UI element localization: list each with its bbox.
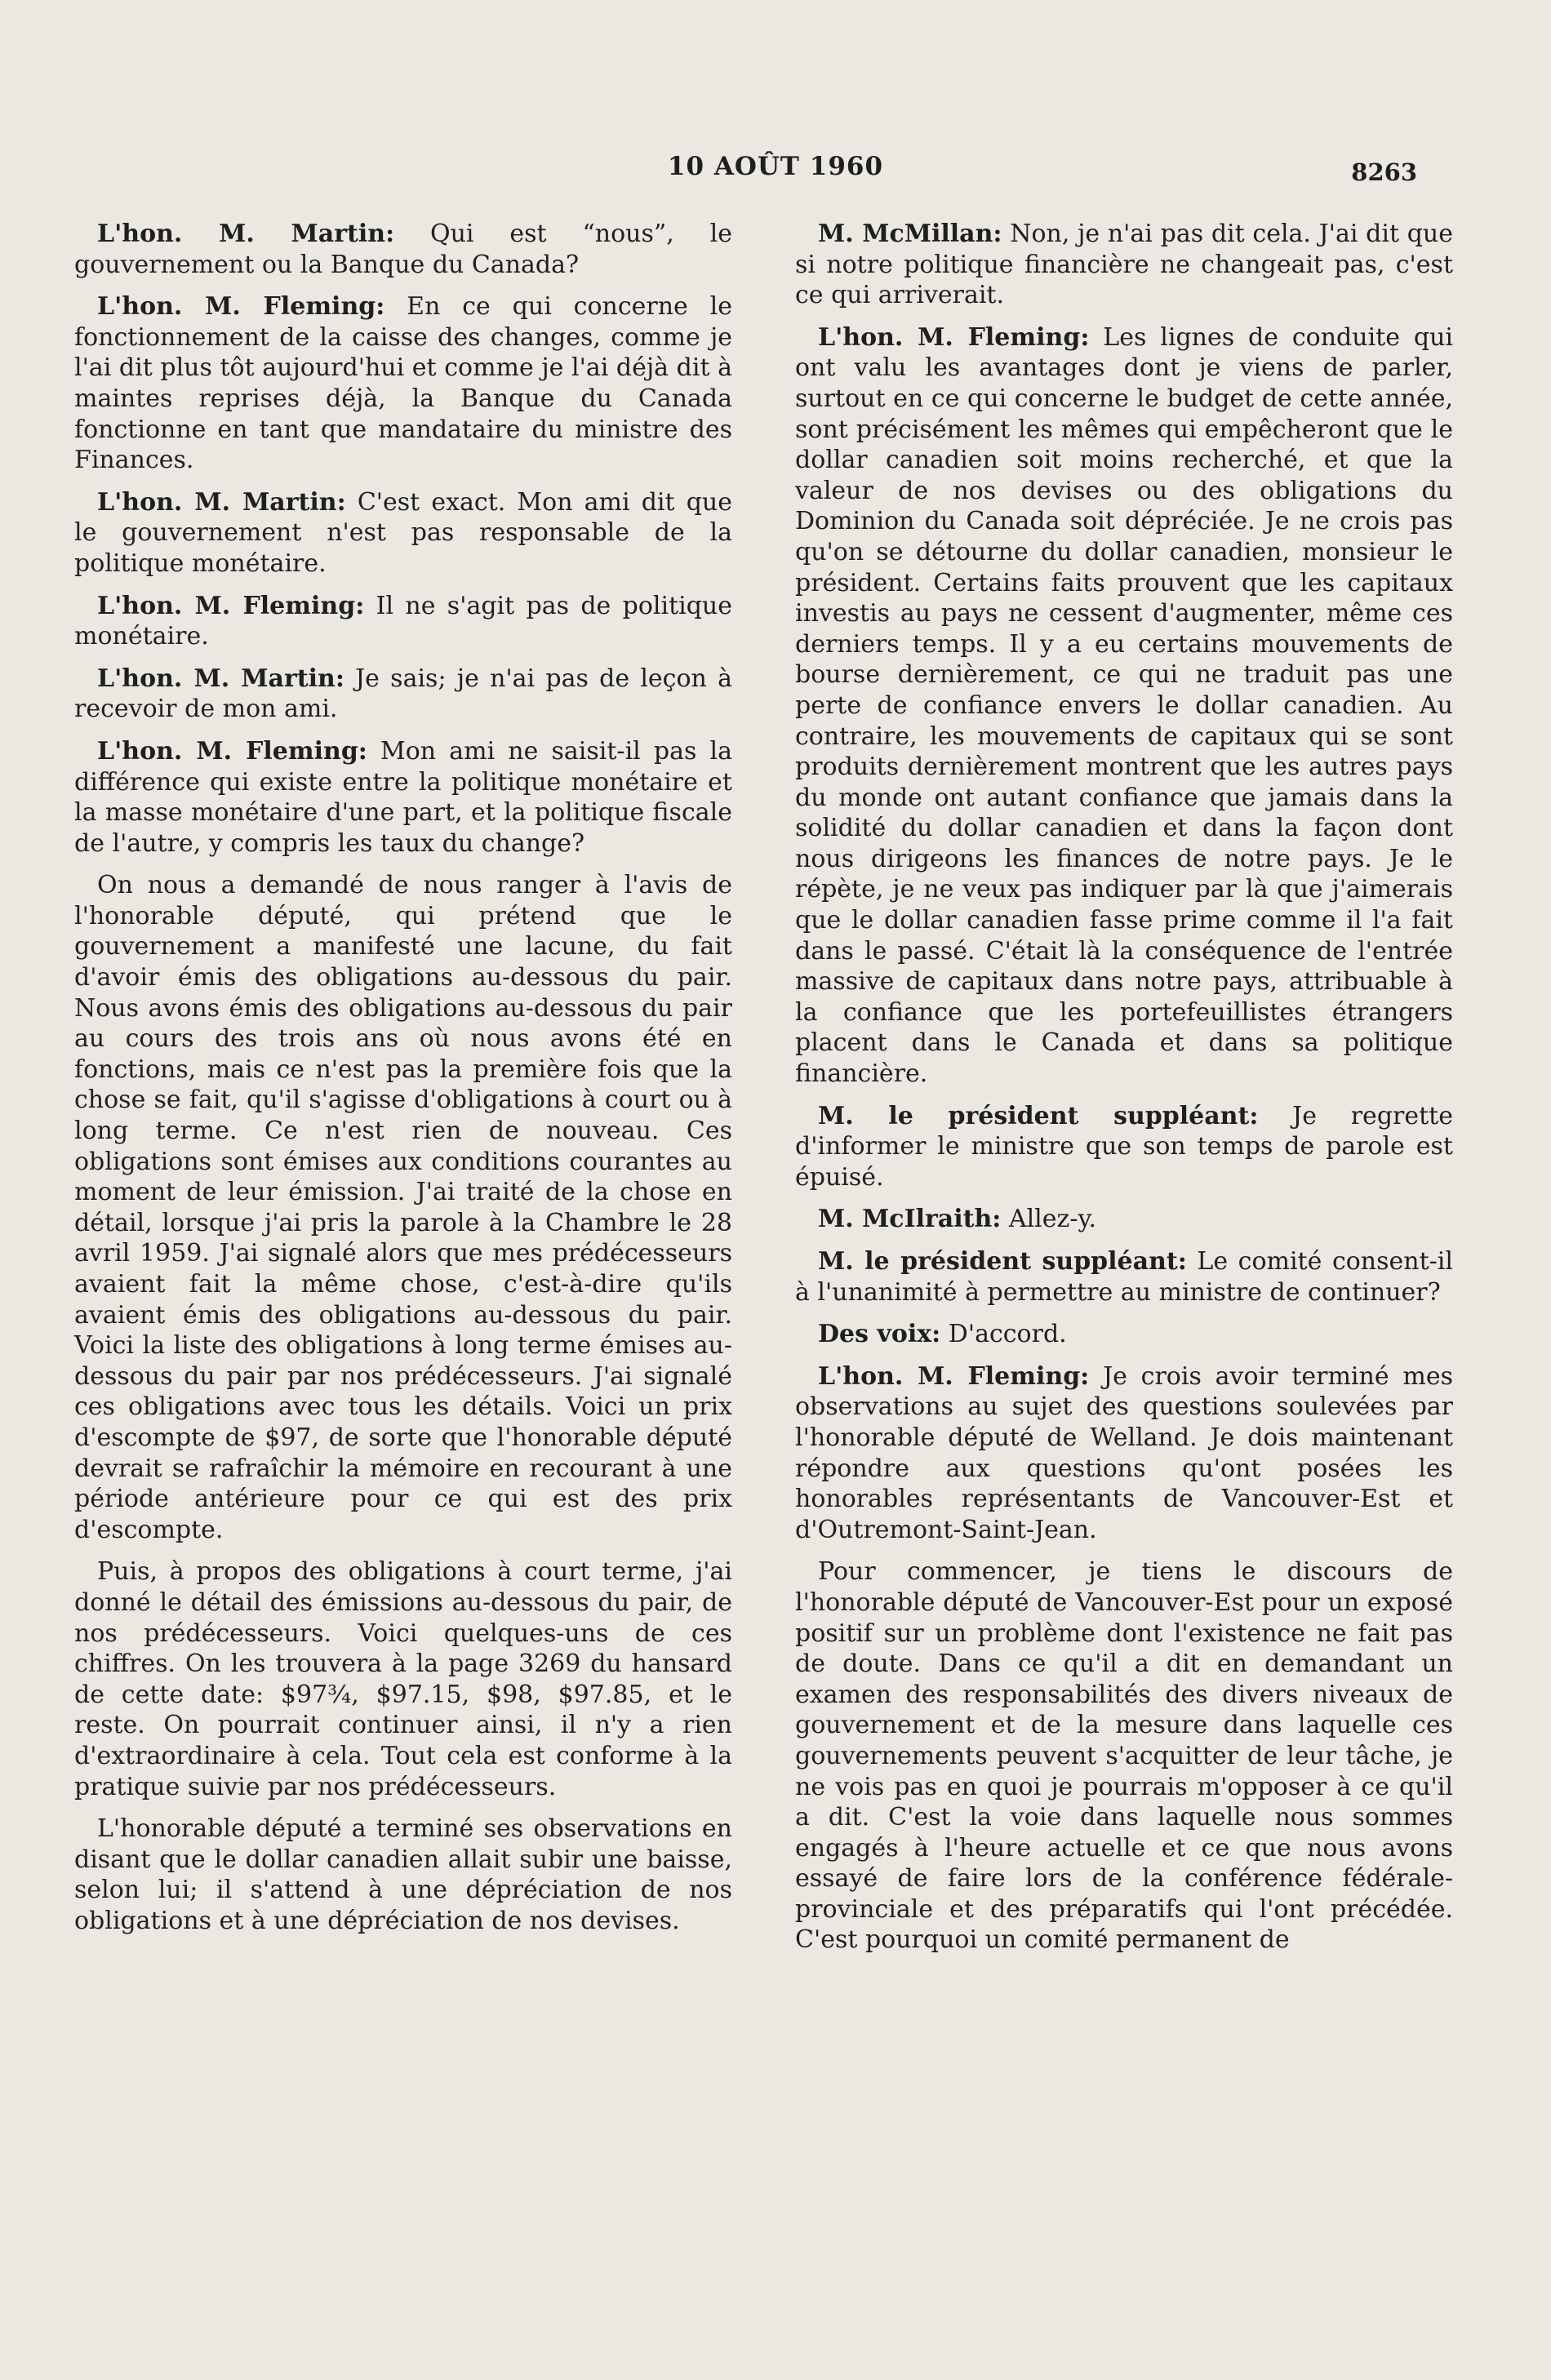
speaker-name: Des voix: xyxy=(818,1320,941,1349)
paragraph xyxy=(795,1246,1453,1308)
paragraph-text: D'accord. xyxy=(940,1320,1067,1349)
speaker-name: M. McIlraith: xyxy=(818,1205,1002,1234)
paragraph xyxy=(795,322,1453,1090)
paragraph xyxy=(74,291,732,476)
speaker-name: M. le président suppléant: xyxy=(818,1101,1259,1130)
paragraph xyxy=(795,1101,1453,1193)
paragraph xyxy=(74,1556,732,1802)
speaker-name: M. le président suppléant: xyxy=(818,1247,1187,1276)
paragraph-text: Le comité consent-il à l'unanimité à permettre au ministre de continuer? xyxy=(795,1247,1453,1307)
paragraph xyxy=(74,1814,732,1936)
paragraph-text: Mon ami ne saisit-il pas la différence qui existe entre la politique monétaire et la masse monétaire d'une part, et la politique fiscale de l'autre, y compris les taux du change? xyxy=(74,736,732,858)
page-header xyxy=(0,152,1551,193)
paragraph xyxy=(795,1556,1453,1956)
page-number: 8263 xyxy=(1351,158,1417,186)
paragraph-text: Les lignes de conduite qui ont valu les avantages dont je viens de parler, surtout en ce qui concerne le budget de cette année, sont précisément les mêmes qui empêcheront que le dollar canadien soit moins recherché, et que la valeur de nos devises ou des obligations du Dominion du Canada soit dépréciée. Je ne crois pas qu'on se détourne du dollar canadien, monsieur le président. Certains faits prouvent que les capitaux investis au pays ne cessent d'augmenter, même ces derniers temps. Il y a eu certains mouvements de bourse dernièrement, ce qui ne traduit pas une perte de confiance envers le dollar canadien. Au contraire, les mouvements de capitaux qui se sont produits dernièrement montrent que les autres pays du monde ont autant confiance que jamais dans la solidité du dollar canadien et dans la façon dont nous dirigeons les finances de notre pays. Je le répète, je ne veux pas indiquer par là que j'aimerais que le dollar canadien fasse prime comme il l'a fait dans le passé. C'était là la conséquence de l'entrée massive de capitaux dans notre pays, attribuable à la confiance que les portefeuillistes étrangers placent dans le Canada et dans sa politique financière. xyxy=(795,322,1454,1089)
paragraph-text: C'est exact. Mon ami dit que le gouvernement n'est pas responsable de la politique monétaire. xyxy=(74,487,732,578)
paragraph xyxy=(74,591,732,652)
paragraph-text: On nous a demandé de nous ranger à l'avis de l'honorable député, qui prétend que le gouvernement a manifesté une lacune, du fait d'avoir émis des obligations au-dessous du pair. Nous avons émis des obligations au-dessous du pair au cours des trois ans où nous avons été en fonctions, mais ce n'est pas la première fois que la chose se fait, qu'il s'agisse d'obligations à court ou à long terme. Ce n'est rien de nouveau. Ces obligations sont émises aux conditions courantes au moment de leur émission. J'ai traité de la chose en détail, lorsque j'ai pris la parole à la Chambre le 28 avril 1959. J'ai signalé alors que mes prédécesseurs avaient fait la même chose, c'est-à-dire qu'ils avaient émis des obligations au-dessous du pair. Voici la liste des obligations à long terme émises au-dessous du pair par nos prédécesseurs. J'ai signalé ces obligations avec tous les détails. Voici un prix d'escompte de $97, de sorte que l'honorable député devrait se rafraîchir la mémoire en recourant à une période antérieure pour ce qui est des prix d'escompte. xyxy=(74,871,732,1544)
paragraph-text: Il ne s'agit pas de politique monétaire. xyxy=(74,591,732,651)
speaker-name: L'hon. M. Martin: xyxy=(97,664,344,693)
right-column xyxy=(795,219,1453,1967)
speaker-name: L'hon. M. Martin: xyxy=(97,487,346,517)
paragraph-text: En ce qui concerne le fonctionnement de la caisse des changes, comme je l'ai dit plus tôt aujourd'hui et comme je l'ai déjà dit à maintes reprises déjà, la Banque du Canada fonctionne en tant que mandataire du ministre des Finances. xyxy=(74,292,732,475)
speaker-name: L'hon. M. Fleming: xyxy=(97,292,385,322)
paragraph xyxy=(795,1319,1453,1350)
paragraph xyxy=(795,1204,1453,1235)
paragraph-text: Non, je n'ai pas dit cela. J'ai dit que si notre politique financière ne changeait pas, c'est ce qui arriverait. xyxy=(795,220,1453,310)
speaker-name: M. McMillan: xyxy=(818,220,1002,248)
speaker-name: L'hon. M. Fleming: xyxy=(818,1361,1090,1391)
paragraph-text: Je crois avoir terminé mes observations au sujet des questions soulevées par l'honorable député de Welland. Je dois maintenant répondre aux questions qu'ont posées les honorables représentants de Vancouver-Est et d'Outremont-Saint-Jean. xyxy=(795,1361,1453,1544)
speaker-name: L'hon. M. Fleming: xyxy=(97,591,365,620)
paragraph xyxy=(795,219,1453,311)
paragraph xyxy=(74,664,732,725)
header-date: 10 AOÛT 1960 xyxy=(667,152,884,181)
paragraph-text: Qui est “nous”, le gouvernement ou la Banque du Canada? xyxy=(74,220,732,279)
paragraph xyxy=(74,870,732,1545)
paragraph xyxy=(795,1361,1453,1546)
paragraph xyxy=(74,487,732,579)
paragraph xyxy=(74,219,732,280)
speaker-name: L'hon. M. Martin: xyxy=(97,220,395,248)
paragraph-text: Pour commencer, je tiens le discours de l'honorable député de Vancouver-Est pour un exposé positif sur un problème dont l'existence ne fait pas de doute. Dans ce qu'il a dit en demandant un examen des responsabilités des divers niveaux de gouvernement et de la mesure dans laquelle ces gouvernements peuvent s'acquitter de leur tâche, je ne vois pas en quoi je pourrais m'opposer à ce qu'il a dit. C'est la voie dans laquelle nous sommes engagés à l'heure actuelle et ce que nous avons essayé de faire lors de la conférence fédérale-provinciale et des préparatifs qui l'ont précédée. C'est pourquoi un comité permanent de xyxy=(795,1557,1453,1955)
paragraph-text: Puis, à propos des obligations à court terme, j'ai donné le détail des émissions au-dessous du pair, de nos prédécesseurs. Voici quelques-uns de ces chiffres. On les trouvera à la page 3269 du hansard de cette date: $97¾, $97.15, $98, $97.85, et le reste. On pourrait continuer ainsi, il n'y a rien d'extraordinaire à cela. Tout cela est conforme à la pratique suivie par nos prédécesseurs. xyxy=(74,1557,732,1801)
paragraph-text: Je sais; je n'ai pas de leçon à recevoir de mon ami. xyxy=(74,664,732,724)
paragraph-text: Allez-y. xyxy=(1001,1205,1096,1234)
paragraph xyxy=(74,736,732,859)
speaker-name: L'hon. M. Fleming: xyxy=(97,736,367,766)
speaker-name: L'hon. M. Fleming: xyxy=(818,322,1090,352)
paragraph-text: Je regrette d'informer le ministre que son temps de parole est épuisé. xyxy=(795,1101,1453,1192)
paragraph-text: L'honorable député a terminé ses observations en disant que le dollar canadien allait subir une baisse, selon lui; il s'attend à une dépréciation de nos obligations et à une dépréciation de nos devises. xyxy=(74,1814,732,1935)
left-column xyxy=(74,219,732,1947)
